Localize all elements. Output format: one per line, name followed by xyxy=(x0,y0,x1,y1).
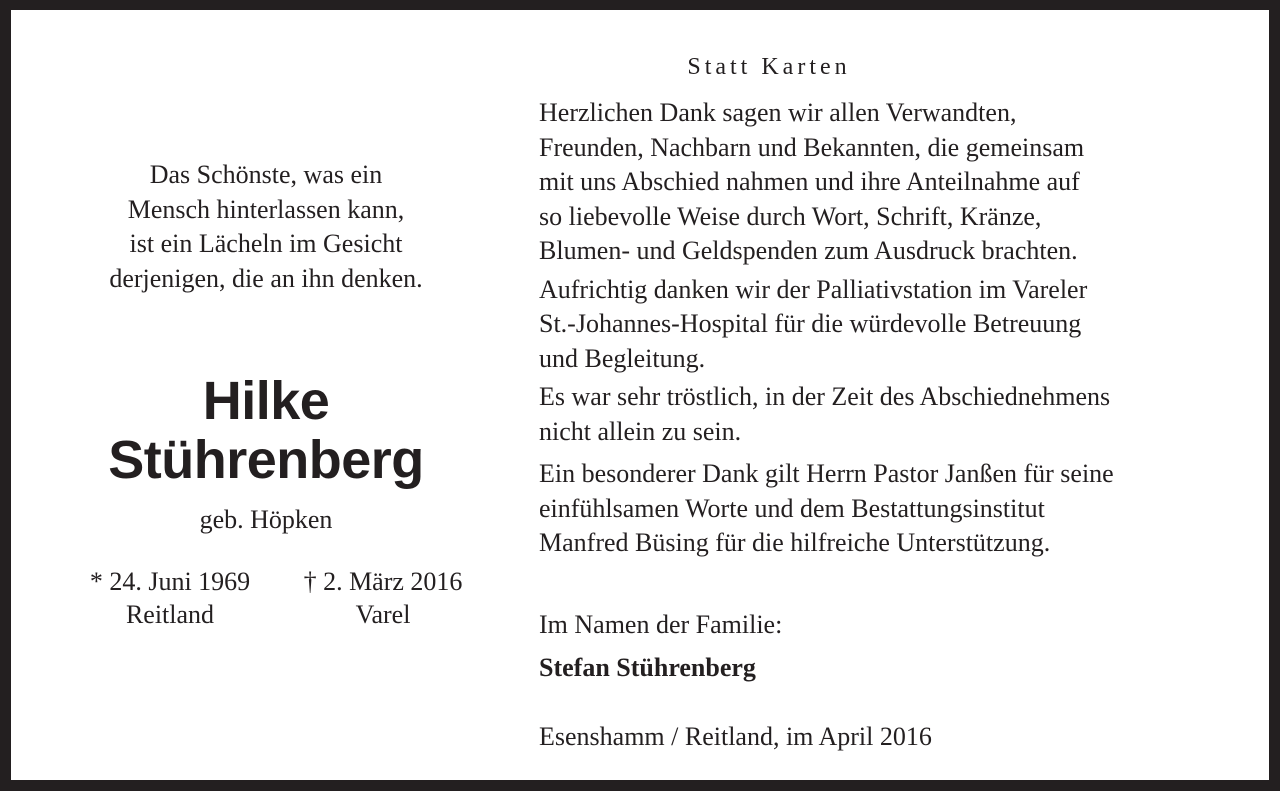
quote-line: Mensch hinterlassen kann, xyxy=(127,194,405,224)
text-line: St.-Johannes-Hospital für die würdevolle Betreuung xyxy=(539,309,1082,338)
text-line: Manfred Büsing für die hilfreiche Unterstützung. xyxy=(539,528,1051,557)
memorial-quote xyxy=(21,158,511,296)
text-line: und Begleitung. xyxy=(539,343,706,373)
deceased-first-name: Hilke xyxy=(202,371,330,431)
birth-date: * 24. Juni 1969 xyxy=(89,567,251,596)
right-column xyxy=(539,10,1269,780)
death-date: † 2. März 2016 xyxy=(303,567,463,596)
text-line: Blumen- und Geldspenden zum Ausdruck brachten. xyxy=(539,236,1078,265)
paragraph xyxy=(539,273,1269,377)
birth-place: Reitland xyxy=(125,600,215,629)
text-line: Freunden, Nachbarn und Bekannten, die gemeinsam xyxy=(539,132,1085,162)
left-column xyxy=(21,10,511,780)
deceased-name xyxy=(21,372,511,490)
death-place: Varel xyxy=(355,600,411,629)
paragraph xyxy=(539,380,1269,449)
text-line: einfühlsamen Worte und dem Bestattungsinstitut xyxy=(539,493,1045,523)
text-line: Es war sehr tröstlich, in der Zeit des Abschiednehmens xyxy=(539,382,1111,411)
text-line: Herzlichen Dank sagen wir allen Verwandten, xyxy=(539,98,1017,127)
text-line: Ein besonderer Dank gilt Herrn Pastor Janßen für seine xyxy=(539,459,1114,488)
text-line: so liebevolle Weise durch Wort, Schrift, Kränze, xyxy=(539,201,1042,231)
text-line: mit uns Abschied nahmen und ihre Anteilnahme auf xyxy=(539,167,1080,196)
quote-line: ist ein Lächeln im Gesicht xyxy=(129,229,403,258)
family-label: Im Namen der Familie: xyxy=(539,610,783,639)
signer-name: Stefan Stührenberg xyxy=(539,653,756,682)
death-info xyxy=(273,565,493,631)
place-date: Esenshamm / Reitland, im April 2016 xyxy=(539,722,932,751)
paragraph xyxy=(539,96,1269,269)
paragraph xyxy=(539,457,1269,561)
quote-line: Das Schönste, was ein xyxy=(149,160,383,189)
birth-info xyxy=(47,565,293,631)
notice-heading: Statt Karten xyxy=(687,54,851,80)
thanks-text xyxy=(539,96,1269,565)
quote-line: derjenigen, die an ihn denken. xyxy=(109,263,423,293)
text-line: Aufrichtig danken wir der Palliativstation im Vareler xyxy=(539,274,1088,304)
text-line: nicht allein zu sein. xyxy=(539,416,742,446)
deceased-last-name: Stührenberg xyxy=(108,430,424,490)
maiden-name: geb. Höpken xyxy=(199,505,333,534)
